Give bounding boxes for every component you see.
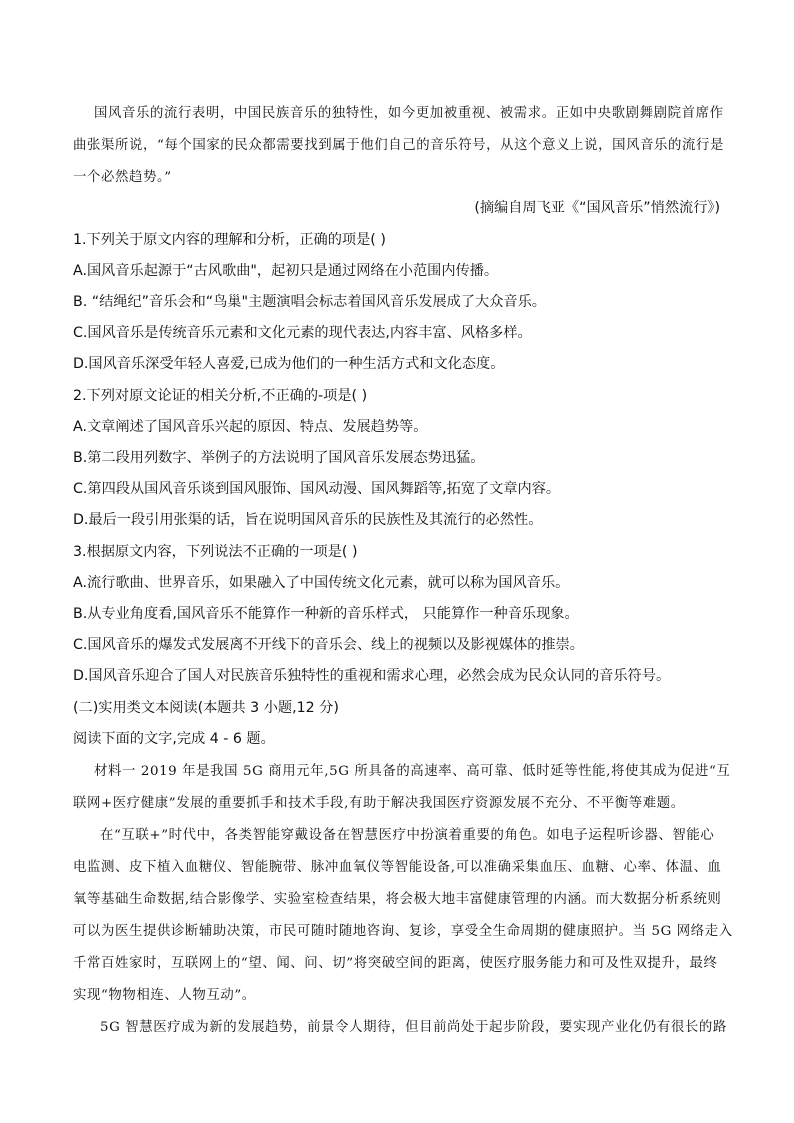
section2-heading: (二)实用类文本阅读(本题共 3 小题,12 分) <box>73 700 339 716</box>
passage2-p1-line2: 联网+医疗健康”发展的重要抓手和技术手段,有助于解决我国医疗资源发展不充分、不平衡等难题。 <box>73 796 685 811</box>
question-2-option-d: D.最后一段引用张渠的话，旨在说明国风音乐的民族性及其流行的必然性。 <box>73 512 543 528</box>
passage2-p2-line4: 可以为医生提供诊断辅助决策，市民可随时随地咨询、复诊，享受全生命周期的健康照护。当 5G 网络走入 <box>73 924 733 939</box>
question-3-stem: 3.根据原文内容，下列说法不正确的一项是( ) <box>73 544 358 560</box>
question-3-option-a: A.流行歌曲、世界音乐，如果融入了中国传统文化元素，就可以称为国风音乐。 <box>73 575 570 591</box>
question-2-option-c: C.第四段从国风音乐谈到国风服饰、国风动漫、国风舞蹈等,拓宽了文章内容。 <box>73 481 561 497</box>
question-3-option-b: B.从专业角度看,国风音乐不能算作一种新的音乐样式， 只能算作一种音乐现象。 <box>73 606 579 622</box>
passage2-p2-line6: 实现“物物相连、人物互动”。 <box>73 988 256 1003</box>
question-1-stem: 1.下列关于原文内容的理解和分析，正确的项是( ) <box>73 232 386 248</box>
passage1-source: (摘编自周飞亚《“国风音乐”悄然流行》) <box>474 200 720 216</box>
question-2-option-b: B.第二段用列数字、举例子的方法说明了国风音乐发展态势迅猛。 <box>73 450 485 466</box>
question-1-option-b: B. “结绳纪”音乐会和“鸟巢"主题演唱会标志着国风音乐发展成了大众音乐。 <box>73 294 546 310</box>
passage1-p1-line3: 一个必然趋势。” <box>73 170 172 185</box>
section2-instruction: 阅读下面的文字,完成 4 - 6 题。 <box>73 731 275 747</box>
question-1-option-c: C.国风音乐是传统音乐元素和文化元素的现代表达,内容丰富、风格多样。 <box>73 325 532 341</box>
passage2-p2-line2: 电监测、皮下植入血糖仪、智能腕带、脉冲血氧仪等智能设备,可以准确采集血压、血糖、心率、体温、血 <box>73 860 722 875</box>
question-3-option-d: D.国风音乐迎合了国人对民族音乐独特性的重视和需求心理，必然会成为民众认同的音乐符号。 <box>73 668 671 684</box>
passage2-p2-line5: 千常百姓家时，互联网上的“望、闻、问、切”将突破空间的距离，使医疗服务能力和可及性双提升，最终 <box>73 956 718 971</box>
question-2-option-a: A.文章阐述了国风音乐兴起的原因、特点、发展趋势等。 <box>73 419 428 435</box>
question-2-stem: 2.下列对原文论证的相关分析,不正确的-项是( ) <box>73 388 368 404</box>
passage2-p2-line3: 氧等基础生命数据,结合影像学、实验室检查结果，将会极大地丰富健康管理的内涵。而大数据分析系统则 <box>73 892 722 907</box>
passage2-p3-line1: 5G 智慧医疗成为新的发展趋势，前景令人期待，但目前尚处于起步阶段，要实现产业化仍有很长的路 <box>100 1020 727 1035</box>
question-1-option-a: A.国风音乐起源于“古风歌曲"，起初只是通过网络在小范围内传播。 <box>73 263 499 279</box>
passage2-p2-line1: 在“互联+”时代中，各类智能穿戴设备在智慧医疗中扮演着重要的角色。如电子运程听诊器、智能心 <box>100 828 715 843</box>
passage2-p1-line1: 材料一 2019 年是我国 5G 商用元年,5G 所具备的高速率、高可靠、低时延等性能,将使其成为促进“互 <box>94 764 731 779</box>
question-3-option-c: C.国风音乐的爆发式发展离不开线下的音乐会、线上的视频以及影视媒体的推崇。 <box>73 637 584 653</box>
passage1-p1-line1: 国风音乐的流行表明，中国民族音乐的独特性，如今更加被重视、被需求。正如中央歌剧舞剧院首席作 <box>94 106 724 121</box>
question-1-option-d: D.国风音乐深受年轻人喜爱,已成为他们的一种生活方式和文化态度。 <box>73 356 505 372</box>
passage1-p1-line2: 曲张渠所说，“每个国家的民众都需要找到属于他们自己的音乐符号，从这个意义上说，国风音乐的流行是 <box>73 138 725 153</box>
